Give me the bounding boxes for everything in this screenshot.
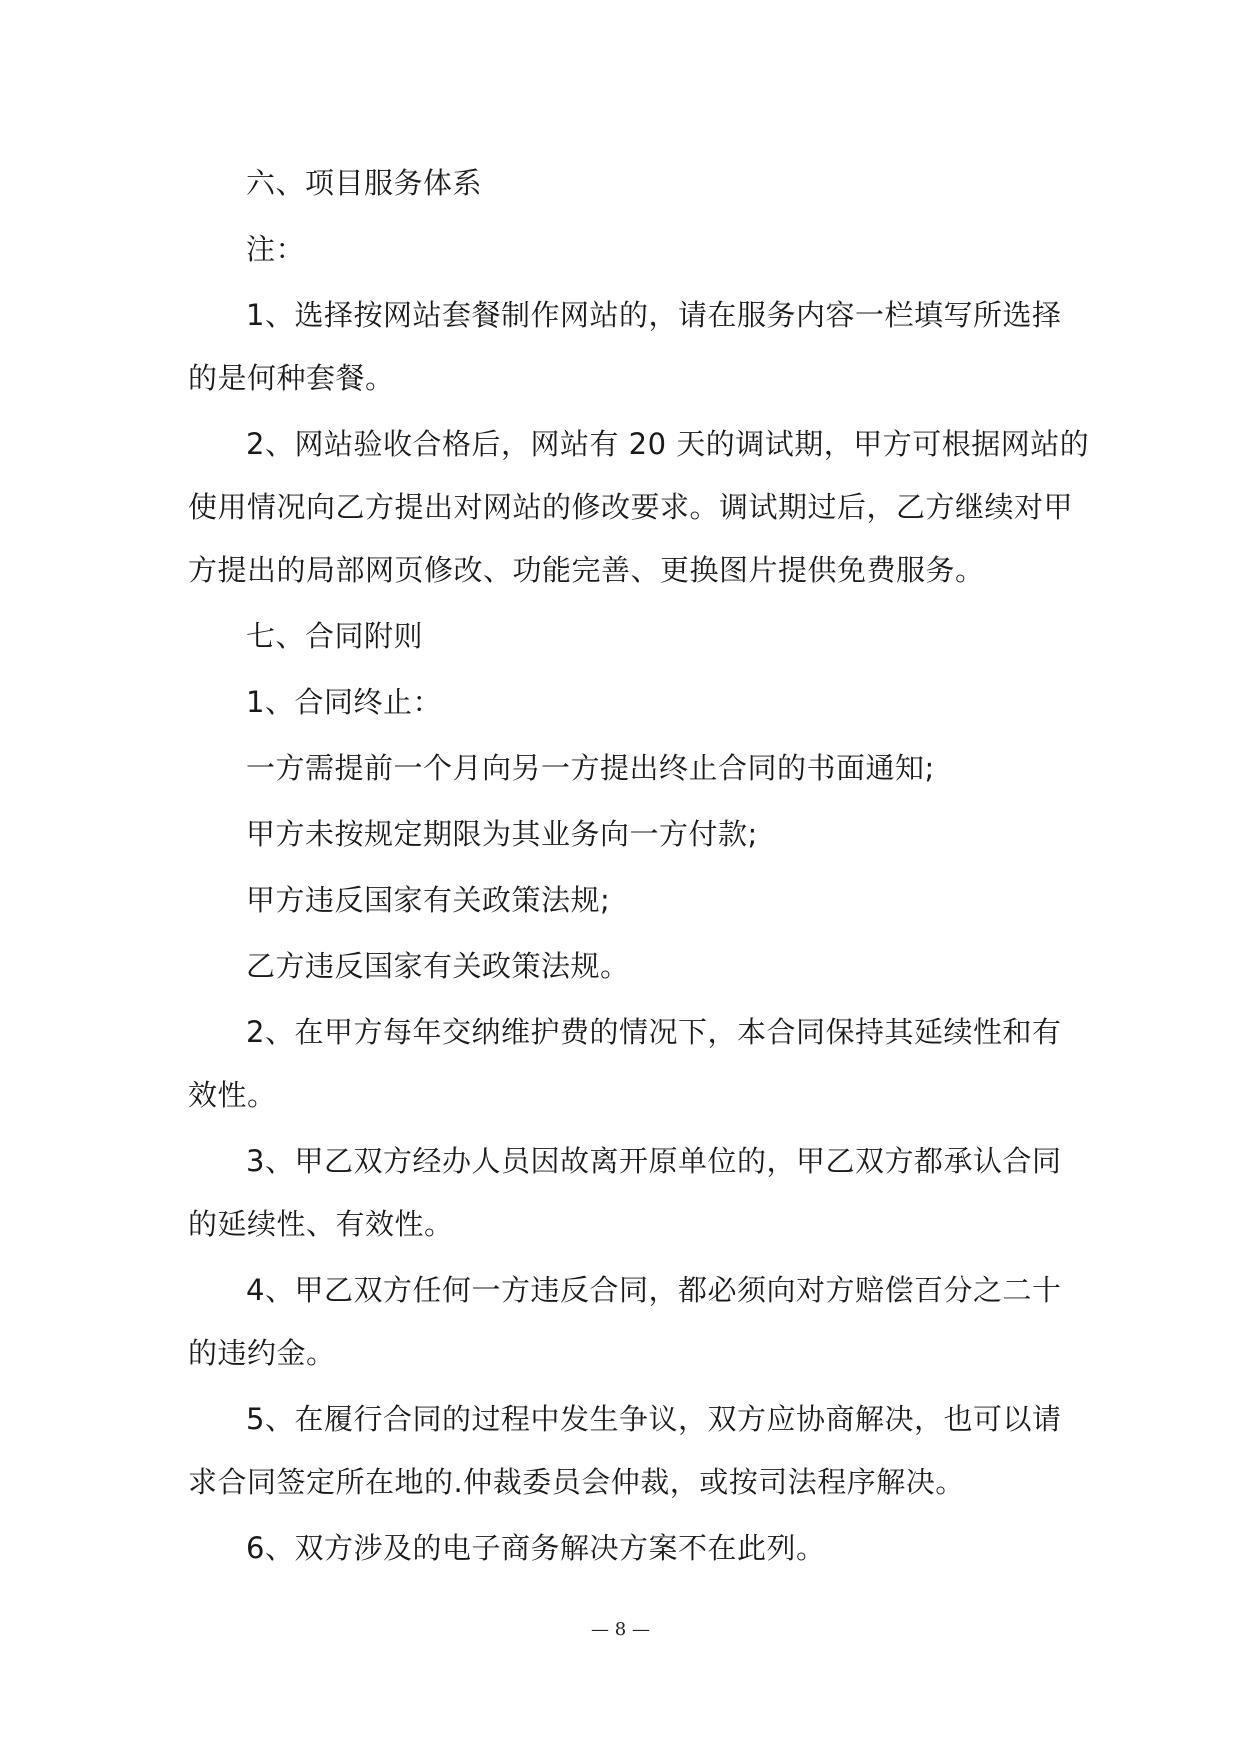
paragraph-line: 乙方违反国家有关政策法规。 [246,949,630,983]
page-number: — 8 — [591,1619,650,1640]
paragraph-line: 方提出的局部网页修改、功能完善、更换图片提供免费服务。 [188,553,985,587]
section-heading-service-system: 六、项目服务体系 [246,166,483,200]
paragraph-line: 6、双方涉及的电子商务解决方案不在此列。 [246,1531,826,1565]
paragraph-line: 5、在履行合同的过程中发生争议，双方应协商解决，也可以请 [246,1402,1062,1436]
paragraph-line: 的违约金。 [188,1336,336,1370]
paragraph-line: 3、甲乙双方经办人员因故离开原单位的，甲乙双方都承认合同 [246,1144,1062,1178]
paragraph-line: 甲方违反国家有关政策法规; [246,883,611,917]
paragraph-line: 效性。 [188,1078,277,1112]
paragraph-line: 的是何种套餐。 [188,361,395,395]
note-label: 注： [246,232,306,266]
section-heading-contract-supplementary: 七、合同附则 [246,619,424,653]
paragraph-line: 2、在甲方每年交纳维护费的情况下，本合同保持其延续性和有 [246,1015,1062,1049]
paragraph-line: 一方需提前一个月向另一方提出终止合同的书面通知; [246,751,935,785]
paragraph-line: 4、甲乙双方任何一方违反合同，都必须向对方赔偿百分之二十 [246,1273,1062,1307]
paragraph-line: 1、选择按网站套餐制作网站的，请在服务内容一栏填写所选择 [246,298,1062,332]
paragraph-line: 甲方未按规定期限为其业务向一方付款; [246,817,758,851]
paragraph-line: 使用情况向乙方提出对网站的修改要求。调试期过后，乙方继续对甲 [188,490,1074,524]
paragraph-line: 求合同签定所在地的.仲裁委员会仲裁，或按司法程序解决。 [188,1465,965,1499]
paragraph-line: 2、网站验收合格后，网站有 20 天的调试期，甲方可根据网站的 [246,427,1090,461]
paragraph-line: 1、合同终止： [246,685,442,719]
paragraph-line: 的延续性、有效性。 [188,1207,454,1241]
